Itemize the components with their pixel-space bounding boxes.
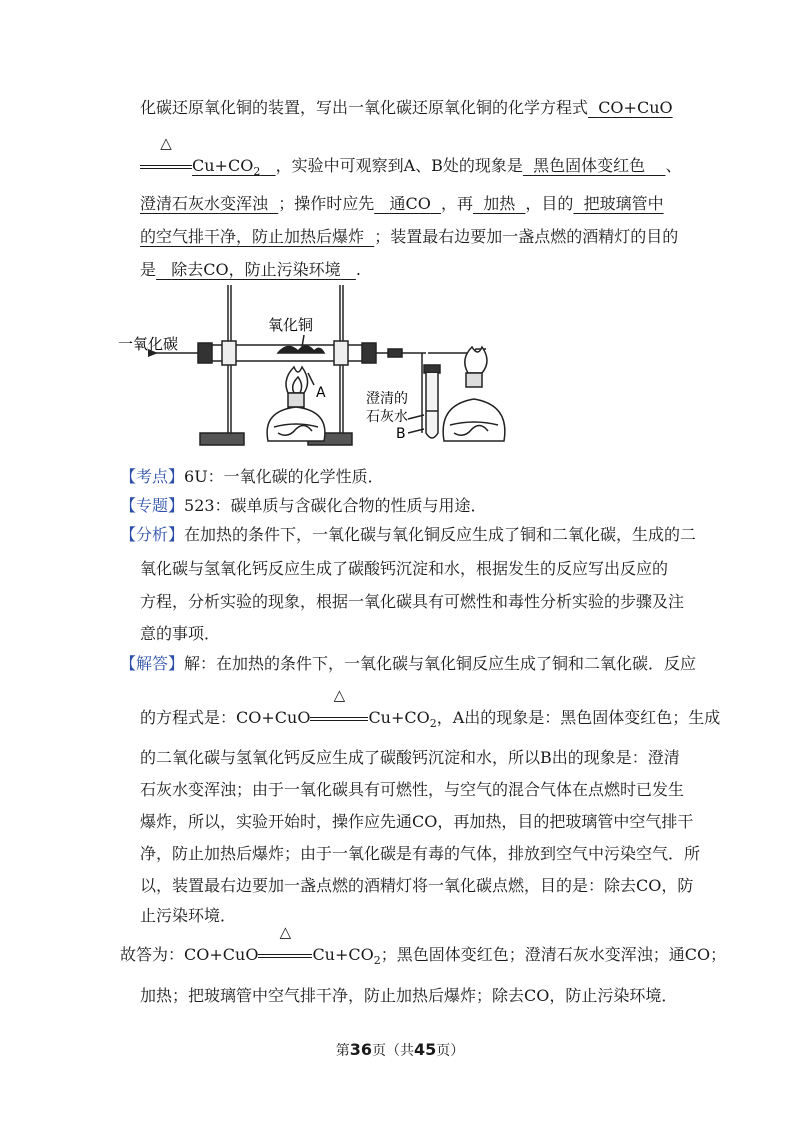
subscript: 2 xyxy=(373,954,381,968)
fenxi-line-3: 方程，分析实验的现象，根据一氧化碳具有可燃性和毒性分析实验的步骤及注 xyxy=(140,592,685,611)
jieda-line-2 xyxy=(140,686,721,735)
q-answer-first xyxy=(374,194,441,213)
question-line-3 xyxy=(140,193,664,215)
answer-text: Cu+CO xyxy=(312,945,374,964)
jieda-line-8: 止污染环境． xyxy=(140,906,237,925)
jieda-text: Cu+CO xyxy=(368,708,430,727)
label-a: A xyxy=(316,385,326,401)
apparatus-diagram xyxy=(118,283,518,453)
jieda-line-4: 石灰水变浑浊；由于一氧化碳具有可燃性，与空气的混合气体在点燃时已发生 xyxy=(140,780,685,799)
middle-clamp xyxy=(334,341,348,365)
answer-line-1 xyxy=(120,923,727,972)
subscript: 2 xyxy=(429,717,437,731)
q-answer-lamp-purpose xyxy=(156,260,356,279)
question-line-2 xyxy=(140,134,682,183)
left-stopper xyxy=(198,343,212,363)
q-answer-equation-right xyxy=(140,134,276,179)
kaodian-tag: 【考点】 xyxy=(120,467,185,486)
zhuanti-tag: 【专题】 xyxy=(120,496,185,515)
q-text: ；操作时应先 xyxy=(278,194,375,213)
fenxi-tag: 【分析】 xyxy=(120,525,185,544)
answer-line-2: 加热；把玻璃管中空气排干净，防止加热后爆炸；除去CO，防止污染环境． xyxy=(140,986,678,1005)
q-answer-purpose xyxy=(573,194,663,213)
q-answer-then xyxy=(473,194,525,213)
jieda-line-3: 的二氧化碳与氢氧化钙反应生成了碳酸钙沉淀和水，所以B出的现象是：澄清 xyxy=(140,748,680,767)
footer-text: 页（共 xyxy=(372,1043,414,1059)
kaodian-line xyxy=(120,466,384,488)
q-text: 是 xyxy=(140,260,157,279)
fenxi-line-1 xyxy=(120,524,696,546)
q-text: ，再 xyxy=(441,194,474,213)
zhuanti-text: 523：碳单质与含碳化合物的性质与用途． xyxy=(184,496,487,515)
page-total: 45 xyxy=(414,1040,437,1059)
answer-text: 黑色固体变红色 xyxy=(533,156,646,175)
subscript: 2 xyxy=(253,165,261,179)
jieda-tag: 【解答】 xyxy=(120,654,185,673)
left-stand-base xyxy=(200,433,244,445)
q-text: ，目的 xyxy=(525,194,574,213)
jieda-text: 解：在加热的条件下，一氧化碳与氧化铜反应生成了铜和二氧化碳．反应 xyxy=(184,654,697,673)
answer-text: 除去CO，防止污染环境 xyxy=(171,260,341,279)
q-answer-phenomenon-a xyxy=(523,156,666,175)
fenxi-text: 在加热的条件下，一氧化碳与氧化铜反应生成了铜和二氧化碳，生成的二 xyxy=(184,525,697,544)
answer-text: 通CO xyxy=(389,194,431,213)
test-tube-stopper xyxy=(424,365,440,373)
heat-symbol: △ xyxy=(333,686,346,704)
jieda-line-7: 以，装置最右边要加一盏点燃的酒精灯将一氧化碳点燃，目的是：除去CO，防 xyxy=(140,876,694,895)
reaction-condition-arrow xyxy=(310,686,368,729)
footer-text: 页） xyxy=(436,1043,465,1059)
heat-symbol: △ xyxy=(279,923,292,941)
answer-text: 澄清石灰水变浑浊 xyxy=(140,194,269,213)
question-line-4 xyxy=(140,226,678,248)
underline-pad xyxy=(364,227,374,246)
jieda-line-1 xyxy=(120,653,696,675)
flame-right xyxy=(465,347,487,373)
reaction-condition-arrow xyxy=(258,923,312,966)
answer-text: 把玻璃管中 xyxy=(583,194,664,213)
label-copper-oxide: 氧化铜 xyxy=(268,316,314,334)
footer-text: 第 xyxy=(335,1043,350,1059)
page-number: 36 xyxy=(349,1040,372,1059)
q-text: ；装置最右边要加一盏点燃的酒精灯的目的 xyxy=(374,227,679,246)
answer-text: 故答为：CO+CuO xyxy=(120,945,259,964)
zhuanti-line xyxy=(120,495,487,517)
q-answer-phenomenon-b xyxy=(140,194,278,213)
jieda-line-6: 净，防止加热后爆炸；由于一氧化碳是有毒的气体，排放到空气中污染空气．所 xyxy=(140,844,701,863)
lamp-a-neck xyxy=(288,393,304,407)
page-footer xyxy=(0,1040,800,1060)
alcohol-lamp-right xyxy=(443,399,505,441)
answer-text: ；黑色固体变红色；澄清石灰水变浑浊；通CO； xyxy=(380,945,727,964)
q-text: 、 xyxy=(665,156,682,175)
q-answer-equation-left xyxy=(588,98,673,117)
label-co: 一氧化碳 xyxy=(118,335,179,353)
equation-products: Cu+CO xyxy=(192,156,254,175)
left-clamp xyxy=(222,341,236,365)
label-lime-water-2: 石灰水 xyxy=(366,409,408,425)
heat-symbol: △ xyxy=(160,134,172,152)
q-text: . xyxy=(355,260,362,279)
q-answer-purpose-cont: 的空气排干净，防止加热后爆炸 xyxy=(140,227,365,246)
jieda-text: ，A出的现象是：黑色固体变红色；生成 xyxy=(436,708,721,727)
question-line-1 xyxy=(140,97,673,119)
question-line-5 xyxy=(140,259,361,281)
right-stopper xyxy=(362,343,376,363)
q-text: 化碳还原氧化铜的装置，写出一氧化碳还原氧化铜的化学方程式 xyxy=(140,98,589,117)
kaodian-text: 6U：一氧化碳的化学性质． xyxy=(184,467,384,486)
fenxi-line-4: 意的事项． xyxy=(140,624,221,643)
fenxi-line-2: 氧化碳与氢氧化钙反应生成了碳酸钙沉淀和水，根据发生的反应写出反应的 xyxy=(140,559,669,578)
test-tube xyxy=(426,373,438,438)
label-b: B xyxy=(396,426,406,442)
jieda-line-5: 爆炸，所以，实验开始时，操作应先通CO，再加热，目的把玻璃管中空气排干 xyxy=(140,812,694,831)
equation-reactants: CO+CuO xyxy=(598,98,673,117)
reaction-condition-arrow xyxy=(140,134,192,177)
q-text: ，实验中可观察到A、B处的现象是 xyxy=(275,156,523,175)
answer-text: 加热 xyxy=(483,194,516,213)
flame-a xyxy=(286,367,308,393)
copper-oxide xyxy=(278,346,324,353)
label-lime-water-1: 澄清的 xyxy=(366,391,408,407)
jieda-text: 的方程式是：CO+CuO xyxy=(140,708,311,727)
